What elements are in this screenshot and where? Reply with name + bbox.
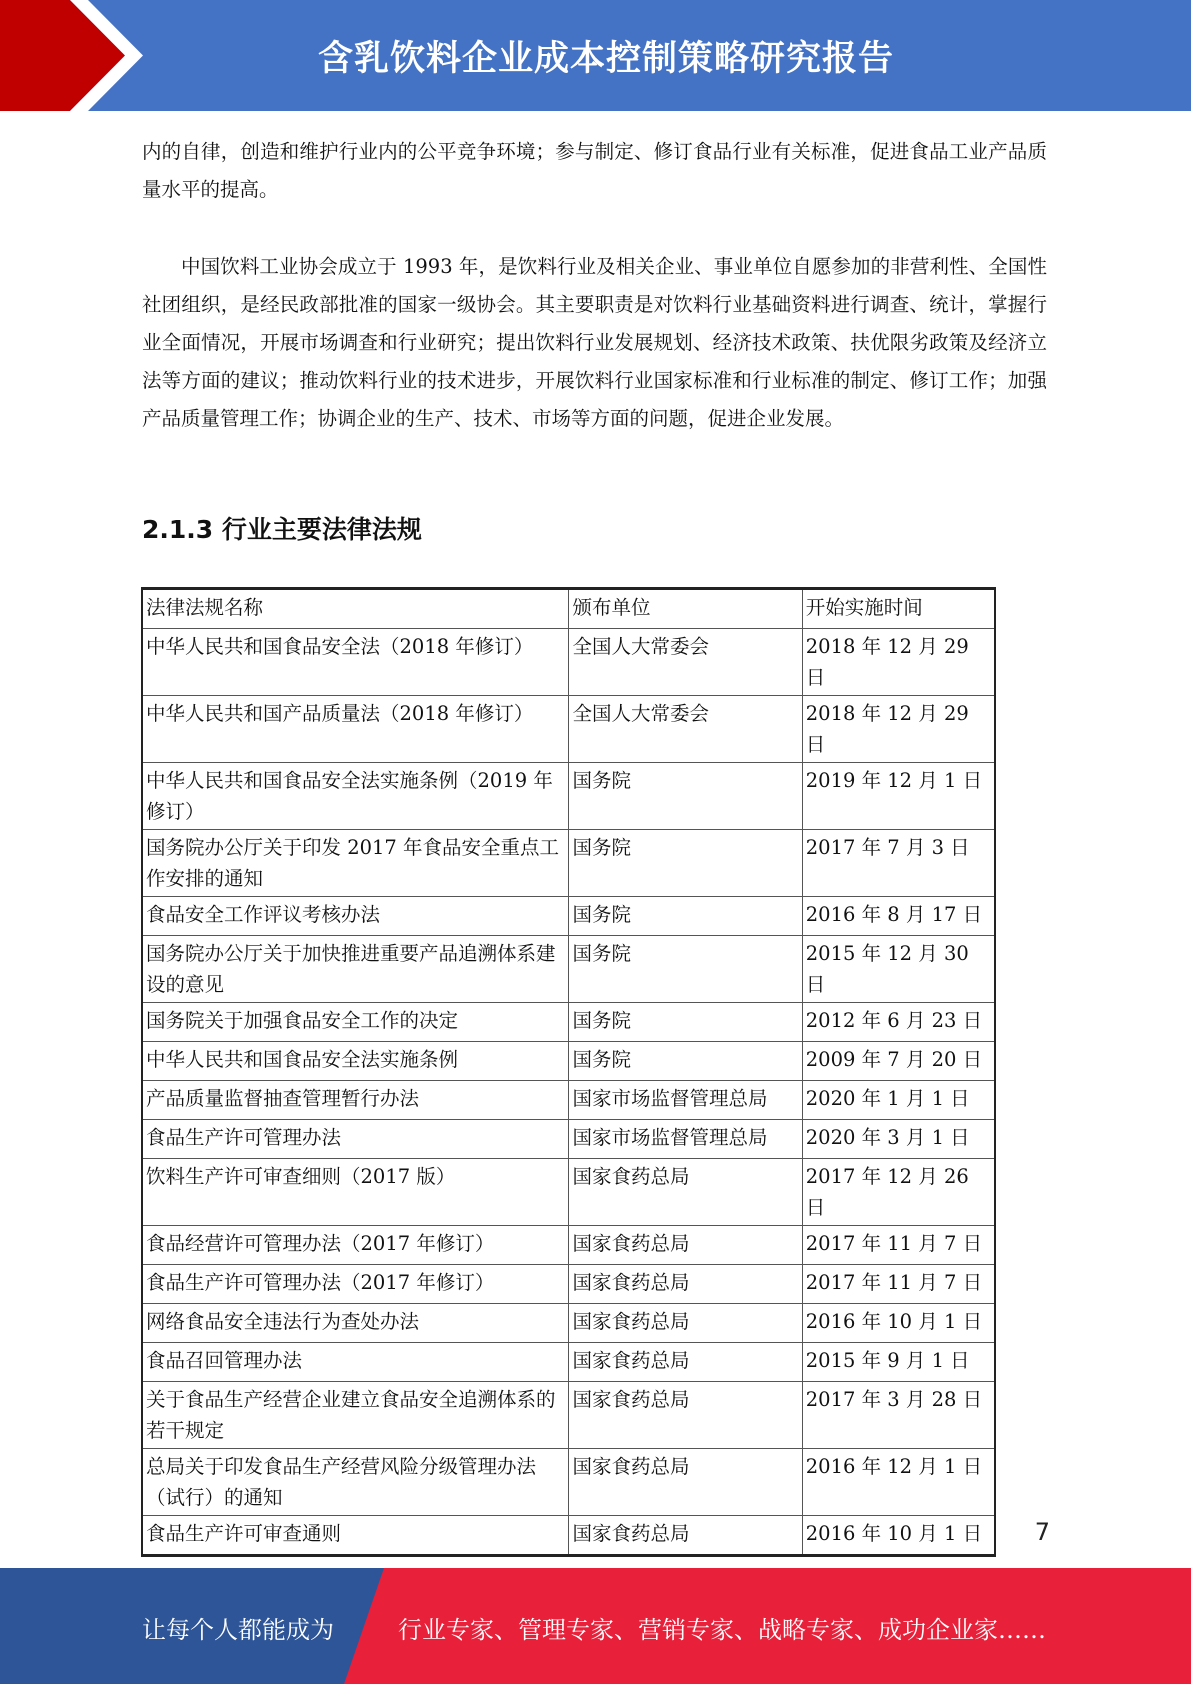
cell-law-name: 食品生产许可管理办法（2017 年修订） <box>142 1265 569 1304</box>
cell-law-name: 中华人民共和国食品安全法实施条例 <box>142 1042 569 1081</box>
cell-law-name: 食品生产许可管理办法 <box>142 1120 569 1159</box>
cell-issuer: 国家食药总局 <box>569 1226 802 1265</box>
cell-effective-date: 2015 年 12 月 30 日 <box>802 936 995 1003</box>
table-row <box>142 1516 995 1556</box>
cell-issuer: 国务院 <box>569 1003 802 1042</box>
cell-effective-date: 2017 年 7 月 3 日 <box>802 830 995 897</box>
table-row <box>142 1343 995 1382</box>
cell-effective-date: 2016 年 10 月 1 日 <box>802 1516 995 1556</box>
cell-effective-date: 2016 年 10 月 1 日 <box>802 1304 995 1343</box>
cell-effective-date: 2009 年 7 月 20 日 <box>802 1042 995 1081</box>
cell-issuer: 国家食药总局 <box>569 1382 802 1449</box>
page-number: 7 <box>1034 1518 1050 1546</box>
table-row <box>142 1081 995 1120</box>
column-header-name: 法律法规名称 <box>142 589 569 629</box>
cell-issuer: 全国人大常委会 <box>569 696 802 763</box>
paragraph-association: 中国饮料工业协会成立于 1993 年，是饮料行业及相关企业、事业单位自愿参加的非营利性、全国性社团组织，是经民政部批准的国家一级协会。其主要职责是对饮料行业基础资料进行调查、统计，掌握行业全面情况，开展市场调查和行业研究；提出饮料行业发展规划、经济技术政策、扶优限劣政策及经济立法等方面的建议；推动饮料行业的技术进步，开展饮料行业国家标准和行业标准的制定、修订工作；加强产品质量管理工作；协调企业的生产、技术、市场等方面的问题，促进企业发展。 <box>142 255 1047 430</box>
cell-issuer: 国家食药总局 <box>569 1304 802 1343</box>
cell-effective-date: 2017 年 11 月 7 日 <box>802 1226 995 1265</box>
cell-law-name: 国务院办公厅关于印发 2017 年食品安全重点工作安排的通知 <box>142 830 569 897</box>
table-header-row <box>142 589 995 629</box>
cell-law-name: 饮料生产许可审查细则（2017 版） <box>142 1159 569 1226</box>
laws-table <box>141 587 996 1557</box>
cell-law-name: 国务院关于加强食品安全工作的决定 <box>142 1003 569 1042</box>
table-row <box>142 1159 995 1226</box>
paragraph-continuation: 内的自律，创造和维护行业内的公平竞争环境；参与制定、修订食品行业有关标准，促进食品工业产品质量水平的提高。 <box>142 140 1047 201</box>
cell-law-name: 中华人民共和国食品安全法实施条例（2019 年修订） <box>142 763 569 830</box>
cell-law-name: 食品召回管理办法 <box>142 1343 569 1382</box>
cell-issuer: 国家食药总局 <box>569 1343 802 1382</box>
cell-issuer: 国务院 <box>569 830 802 897</box>
cell-issuer: 国家市场监督管理总局 <box>569 1081 802 1120</box>
cell-effective-date: 2017 年 3 月 28 日 <box>802 1382 995 1449</box>
cell-law-name: 总局关于印发食品生产经营风险分级管理办法（试行）的通知 <box>142 1449 569 1516</box>
table-row <box>142 897 995 936</box>
cell-law-name: 食品安全工作评议考核办法 <box>142 897 569 936</box>
table-row <box>142 1382 995 1449</box>
cell-issuer: 国务院 <box>569 763 802 830</box>
table-row <box>142 629 995 696</box>
cell-effective-date: 2019 年 12 月 1 日 <box>802 763 995 830</box>
cell-issuer: 国务院 <box>569 897 802 936</box>
table-row <box>142 1042 995 1081</box>
document-title: 含乳饮料企业成本控制策略研究报告 <box>317 38 894 79</box>
cell-issuer: 国家食药总局 <box>569 1449 802 1516</box>
table-row <box>142 936 995 1003</box>
cell-effective-date: 2012 年 6 月 23 日 <box>802 1003 995 1042</box>
table-row <box>142 1265 995 1304</box>
table-row <box>142 763 995 830</box>
cell-issuer: 国务院 <box>569 936 802 1003</box>
table-row <box>142 1120 995 1159</box>
table-row <box>142 1003 995 1042</box>
cell-effective-date: 2020 年 3 月 1 日 <box>802 1120 995 1159</box>
cell-issuer: 国家食药总局 <box>569 1265 802 1304</box>
cell-law-name: 食品经营许可管理办法（2017 年修订） <box>142 1226 569 1265</box>
cell-effective-date: 2017 年 11 月 7 日 <box>802 1265 995 1304</box>
cell-law-name: 产品质量监督抽查管理暂行办法 <box>142 1081 569 1120</box>
table-row <box>142 1449 995 1516</box>
cell-issuer: 国家市场监督管理总局 <box>569 1120 802 1159</box>
cell-law-name: 食品生产许可审查通则 <box>142 1516 569 1556</box>
table-row <box>142 830 995 897</box>
cell-effective-date: 2020 年 1 月 1 日 <box>802 1081 995 1120</box>
cell-effective-date: 2018 年 12 月 29 日 <box>802 696 995 763</box>
cell-law-name: 中华人民共和国产品质量法（2018 年修订） <box>142 696 569 763</box>
column-header-issuer: 颁布单位 <box>569 589 802 629</box>
cell-issuer: 全国人大常委会 <box>569 629 802 696</box>
cell-law-name: 国务院办公厅关于加快推进重要产品追溯体系建设的意见 <box>142 936 569 1003</box>
footer-slogan-right: 行业专家、管理专家、营销专家、战略专家、成功企业家…… <box>398 1616 1046 1644</box>
cell-law-name: 关于食品生产经营企业建立食品安全追溯体系的若干规定 <box>142 1382 569 1449</box>
table-row <box>142 1226 995 1265</box>
column-header-date: 开始实施时间 <box>802 589 995 629</box>
section-heading: 2.1.3 行业主要法律法规 <box>142 515 422 544</box>
cell-law-name: 中华人民共和国食品安全法（2018 年修订） <box>142 629 569 696</box>
cell-effective-date: 2016 年 12 月 1 日 <box>802 1449 995 1516</box>
table-row <box>142 696 995 763</box>
cell-effective-date: 2017 年 12 月 26 日 <box>802 1159 995 1226</box>
cell-issuer: 国家食药总局 <box>569 1516 802 1556</box>
cell-effective-date: 2018 年 12 月 29 日 <box>802 629 995 696</box>
table-row <box>142 1304 995 1343</box>
footer-slogan-left: 让每个人都能成为 <box>142 1616 334 1644</box>
cell-effective-date: 2016 年 8 月 17 日 <box>802 897 995 936</box>
cell-issuer: 国务院 <box>569 1042 802 1081</box>
cell-law-name: 网络食品安全违法行为查处办法 <box>142 1304 569 1343</box>
header-banner <box>0 0 1191 111</box>
cell-issuer: 国家食药总局 <box>569 1159 802 1226</box>
cell-effective-date: 2015 年 9 月 1 日 <box>802 1343 995 1382</box>
